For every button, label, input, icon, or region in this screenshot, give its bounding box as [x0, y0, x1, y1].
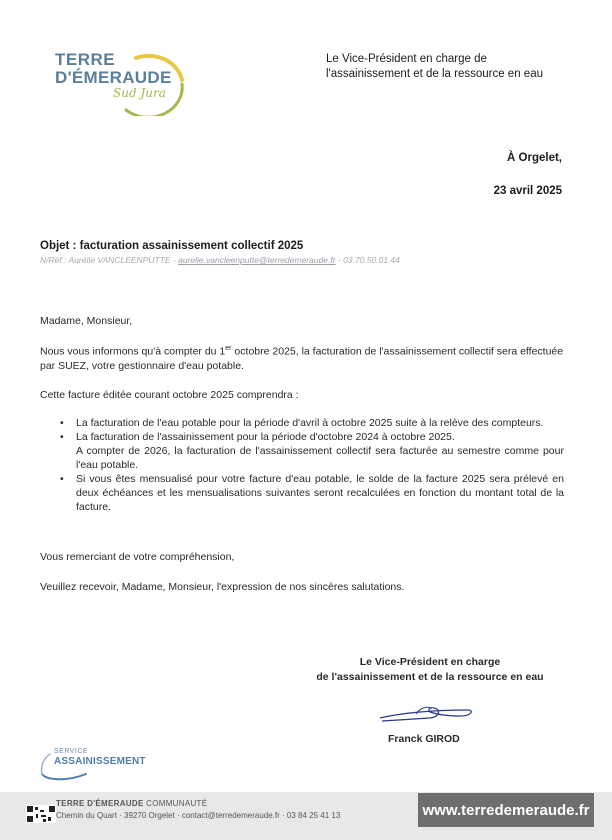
list-item: • Si vous êtes mensualisé pour votre facture d'eau potable, le solde de la facture 2025 sera prélevé en deux échéances et les mensualisations suivantes seront recalculées en fonction du montant total de la facture. — [60, 473, 564, 513]
letter-salutation: Madame, Monsieur, — [40, 315, 133, 327]
service-name: ASSAINISSEMENT — [54, 756, 146, 767]
footer-address: Chemin du Quart · 39270 Orgelet · contact@terredemeraude.fr · 03 84 25 41 13 — [56, 811, 341, 820]
bullet-icon: • — [60, 431, 64, 443]
list-item: • La facturation de l'eau potable pour la période d'avril à octobre 2025 suite à la relève des compteurs. — [60, 417, 544, 429]
letter-object: Objet : facturation assainissement collectif 2025 — [40, 240, 304, 252]
para1-superscript: er — [225, 345, 232, 352]
footer-brand-suffix: COMMUNAUTÉ — [146, 799, 208, 808]
letter-paragraph-2: Cette facture éditée courant octobre 2025 comprendra : — [40, 389, 299, 401]
sender-header — [326, 52, 543, 82]
service-label: SERVICE — [54, 748, 89, 755]
signature-title-line2: de l'assainissement et de la ressource en eau — [316, 671, 544, 683]
list-item: • La facturation de l'assainissement pour la période d'octobre 2024 à octobre 2025. A compter de 2026, la facturation de l'assainissement collectif sera facturée au semestre comme pour l'eau potable. — [60, 431, 564, 471]
footer-address-block — [56, 798, 340, 822]
letter-date: 23 avril 2025 — [493, 185, 562, 197]
letter-bullet-list — [40, 416, 564, 514]
qr-code-icon — [26, 805, 56, 823]
para1-part-b: octobre 2025, la facturation de l'assainissement collectif sera effectuée par SUEZ, votre gestionnaire d'eau potable. — [40, 345, 564, 372]
footer-website-link[interactable]: www.terredemeraude.fr — [418, 793, 594, 827]
letter-closing: Veuillez recevoir, Madame, Monsieur, l'expression de nos sincères salutations. — [40, 581, 405, 593]
letter-paragraph-1 — [40, 342, 564, 373]
reference-email-link[interactable]: aurelie.vancleenputte@terredemeraude.fr — [178, 255, 336, 265]
letter-place: À Orgelet, — [507, 152, 562, 164]
signature-title-line1: Le Vice-Président en charge — [359, 656, 501, 668]
list-item-extra: A compter de 2026, la facturation de l'assainissement collectif sera facturée au semestre comme pour l'eau potable. — [76, 445, 564, 471]
signature-title — [290, 655, 570, 685]
footer-brand: TERRE D'ÉMERAUDE COMMUNAUTÉ — [56, 799, 208, 808]
bullet-icon: • — [60, 417, 64, 429]
logo-line-terre: TERRE — [55, 50, 116, 69]
letter-reference — [40, 255, 400, 265]
signature-name: Franck GIROD — [388, 733, 460, 745]
bullet-icon: • — [60, 473, 64, 485]
logo-swoosh-icon — [106, 50, 186, 116]
reference-prefix: N/Réf : Aurélie VANCLEENPUTTE - — [40, 255, 176, 265]
sender-header-line1: Le Vice-Président en charge de — [326, 53, 487, 65]
letter-thanks: Vous remerciant de votre compréhension, — [40, 551, 235, 563]
handwritten-signature-icon — [376, 702, 476, 726]
reference-phone: - 03.70.50.01.44 — [337, 255, 400, 265]
sender-header-line2: l'assainissement et de la ressource en eau — [326, 68, 543, 80]
logo-line-sud-jura: Sud Jura — [113, 86, 166, 100]
para1-part-a: Nous vous informons qu'à compter du 1 — [40, 345, 226, 358]
logo-line-emeraude: D'ÉMERAUDE — [55, 68, 172, 87]
